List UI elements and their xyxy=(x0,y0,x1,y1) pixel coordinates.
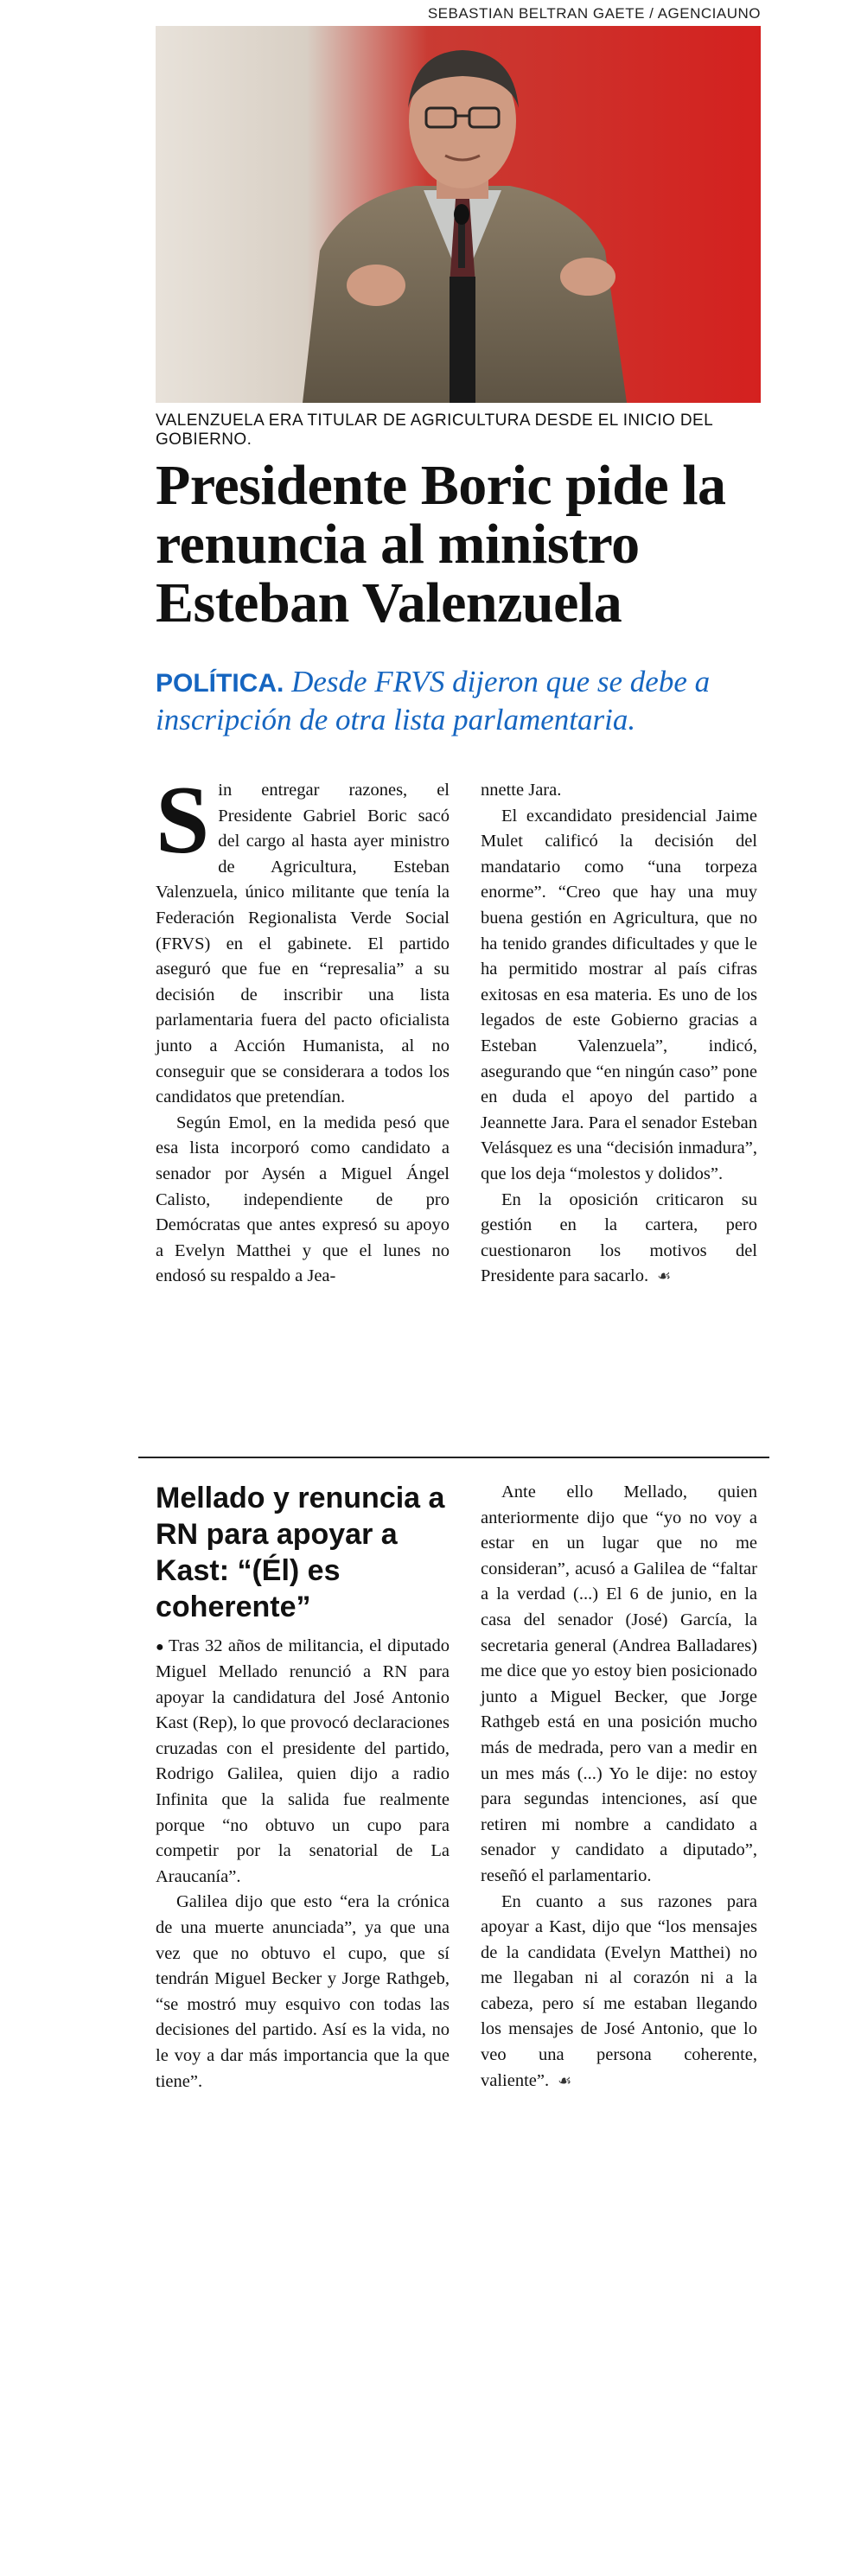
article-headline: Presidente Boric pide la renuncia al ministro Esteban Valenzuela xyxy=(156,454,726,634)
paragraph xyxy=(481,1890,757,2095)
sidebar-column-1 xyxy=(156,1634,450,2095)
end-mark-icon: ☙ xyxy=(657,1267,672,1286)
article-deck xyxy=(156,664,778,738)
photo-caption: VALENZUELA ERA TITULAR DE AGRICULTURA DESDE EL INICIO DEL GOBIERNO. xyxy=(156,411,713,449)
paragraph: El excandidato presidencial Jaime Mulet calificó la decisión del mandatario como “una torpeza enorme”. “Creo que hay una muy buena gestión en Agricultura, que no ha tenido grandes dificultades y que le ha permitido mostrar al país cifras exitosas en esa materia. Es uno de los legados de este Gobierno gracias a Esteban Valenzuela”, indicó, asegurando que “en ningún caso” pone en duda el apoyo del partido a Jeannette Jara. Para el senador Esteban Velásquez es una “decisión inmadura”, que los deja “molestos y dolidos”. xyxy=(481,806,757,1183)
paragraph-text: En la oposición criticaron su gestión en la cartera, pero cuestionaron los motivos del Presidente para sacarlo. xyxy=(481,1189,757,1286)
paragraph: nnette Jara. xyxy=(481,781,562,800)
photo-credit: SEBASTIAN BELTRAN GAETE / AGENCIAUNO xyxy=(427,5,761,22)
article-column-2 xyxy=(481,778,757,1290)
article-photo xyxy=(156,26,761,403)
deck-text: Desde FRVS dijeron que se debe a inscripción de otra lista parlamentaria. xyxy=(156,665,711,736)
end-mark-icon: ☙ xyxy=(558,2071,572,2090)
paragraph: Galilea dijo que esto “era la crónica de una muerte anunciada”, ya que una vez que no obtuvo el cupo, que sí tendrán Miguel Becker y Jorge Rathgeb, “se mostró muy esquivo con todas las decisiones del partido. Así es la vida, no le voy a dar más importancia que la que tiene”. xyxy=(156,1892,450,2091)
paragraph-text: Tras 32 años de militancia, el diputado Miguel Mellado renunció a RN para apoyar la candidatura del José Antonio Kast (Rep), lo que provocó declaraciones cruzadas con el presidente del partido, Rodrigo Galilea, quien dijo a radio Infinita que la salida fue realmente porque “no obtuvo un cupo para competir por la senatorial de La Araucanía”. xyxy=(156,1636,450,1886)
article-column-1 xyxy=(156,767,450,1290)
drop-cap: S xyxy=(156,767,210,874)
sidebar-column-2 xyxy=(481,1480,757,2094)
paragraph xyxy=(156,1634,450,1890)
paragraph-text: En cuanto a sus razones para apoyar a Kast, dijo que “los mensajes de la candidata (Evelyn Matthei) no me llegaban ni al corazón ni a la cabeza, pero sí me estaban llegando los mensajes de José Antonio, que lo veo una persona coherente, valiente”. xyxy=(481,1891,757,2090)
paragraph: Según Emol, en la medida pesó que esa lista incorporó como candidato a senador por Aysén a Miguel Ángel Calisto, independiente de pro Demócratas que antes expresó su apoyo a Evelyn Matthei y que el lunes no endosó su respaldo a Jea- xyxy=(156,1113,450,1286)
sidebar-headline: Mellado y renuncia a RN para apoyar a Kast: “(Él) es coherente” xyxy=(156,1482,445,1623)
paragraph: Ante ello Mellado, quien anteriormente dijo que “yo no voy a estar en un lugar que no me consideran”, acusó a Galilea de “faltar a la verdad (...) El 6 de junio, en la casa del senador (José) García, la secretaria general (Andrea Balladares) me dice que yo estoy bien posicionado junto a Miguel Becker, que Jorge Rathgeb está en una posición mucho más de medrada, pero van a medir en un mes más (...) Yo le dije: no estoy para segundas intenciones, así que retiren mi nombre a candidato a senador y candidato a diputado”, reseñó el parlamentario. xyxy=(481,1482,757,1885)
section-tag: POLÍTICA. xyxy=(156,669,284,698)
section-divider xyxy=(138,1457,769,1458)
photo-illustration xyxy=(156,26,761,403)
bullet-icon: ● xyxy=(156,1639,165,1655)
paragraph: in entregar razones, el Presidente Gabriel Boric sacó del cargo al hasta ayer ministro de Agricultura, Esteban Valenzuela, único militante que tenía la Federación Regionalista Verde Social (FRVS) en el gabinete. El partido aseguró que fue en “represalia” a su decisión de inscribir una lista parlamentaria fuera del pacto oficialista junto a Acción Humanista, al no conseguir que se considerara a todos los candidatos que pretendían. xyxy=(156,781,450,1107)
paragraph xyxy=(481,1188,757,1290)
